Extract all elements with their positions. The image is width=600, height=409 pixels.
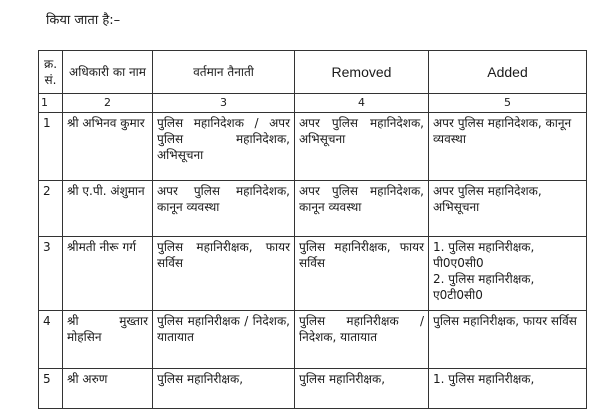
added-posting: अपर पुलिस महानिदेशक, कानून व्यवस्था — [429, 113, 587, 181]
added-item: 1. पुलिस महानिरीक्षक, पी0ए0सी0 — [433, 240, 535, 270]
header-officer-name: अधिकारी का नाम — [63, 51, 153, 94]
removed-posting: पुलिस महानिरीक्षक, — [295, 369, 429, 409]
added-posting — [429, 237, 587, 311]
table-row — [39, 369, 587, 409]
current-posting: पुलिस महानिदेशक / अपर पुलिस महानिदेशक, अभिसूचना — [153, 113, 295, 181]
officer-name: श्री मुख्तार मोहसिन — [63, 311, 153, 369]
added-posting: अपर पुलिस महानिदेशक, अभिसूचना — [429, 181, 587, 237]
header-current-posting: वर्तमान तैनाती — [153, 51, 295, 94]
header-serial: क्र. सं. — [39, 51, 63, 94]
row-serial: 2 — [39, 181, 63, 237]
current-posting: पुलिस महानिरीक्षक / निदेशक, यातायात — [153, 311, 295, 369]
postings-table — [38, 50, 587, 409]
table-row — [39, 181, 587, 237]
header-added: Added — [429, 51, 587, 94]
removed-posting: पुलिस महानिरीक्षक, फायर सर्विस — [295, 237, 429, 311]
column-number: 2 — [63, 94, 153, 113]
row-serial: 1 — [39, 113, 63, 181]
column-number-row — [39, 94, 587, 113]
removed-posting: अपर पुलिस महानिदेशक, कानून व्यवस्था — [295, 181, 429, 237]
removed-posting: पुलिस महानिरीक्षक / निदेशक, यातायात — [295, 311, 429, 369]
current-posting: पुलिस महानिरीक्षक, फायर सर्विस — [153, 237, 295, 311]
officer-name: श्री अभिनव कुमार — [63, 113, 153, 181]
added-item: 2. पुलिस महानिरीक्षक, ए0टी0सी0 — [433, 272, 535, 302]
officer-name: श्रीमती नीरू गर्ग — [63, 237, 153, 311]
row-serial: 4 — [39, 311, 63, 369]
row-serial: 5 — [39, 369, 63, 409]
table-row — [39, 237, 587, 311]
row-serial: 3 — [39, 237, 63, 311]
column-number: 5 — [429, 94, 587, 113]
added-posting: पुलिस महानिरीक्षक, फायर सर्विस — [429, 311, 587, 369]
column-number: 1 — [39, 94, 63, 113]
table-row — [39, 311, 587, 369]
current-posting: अपर पुलिस महानिदेशक, कानून व्यवस्था — [153, 181, 295, 237]
intro-text: किया जाता है:– — [46, 13, 121, 28]
current-posting: पुलिस महानिरीक्षक, — [153, 369, 295, 409]
column-number: 3 — [153, 94, 295, 113]
removed-posting: अपर पुलिस महानिदेशक, अभिसूचना — [295, 113, 429, 181]
column-number: 4 — [295, 94, 429, 113]
header-removed: Removed — [295, 51, 429, 94]
header-row — [39, 51, 587, 94]
table-row — [39, 113, 587, 181]
officer-name: श्री ए.पी. अंशुमान — [63, 181, 153, 237]
officer-name: श्री अरुण — [63, 369, 153, 409]
added-posting: 1. पुलिस महानिरीक्षक, — [429, 369, 587, 409]
